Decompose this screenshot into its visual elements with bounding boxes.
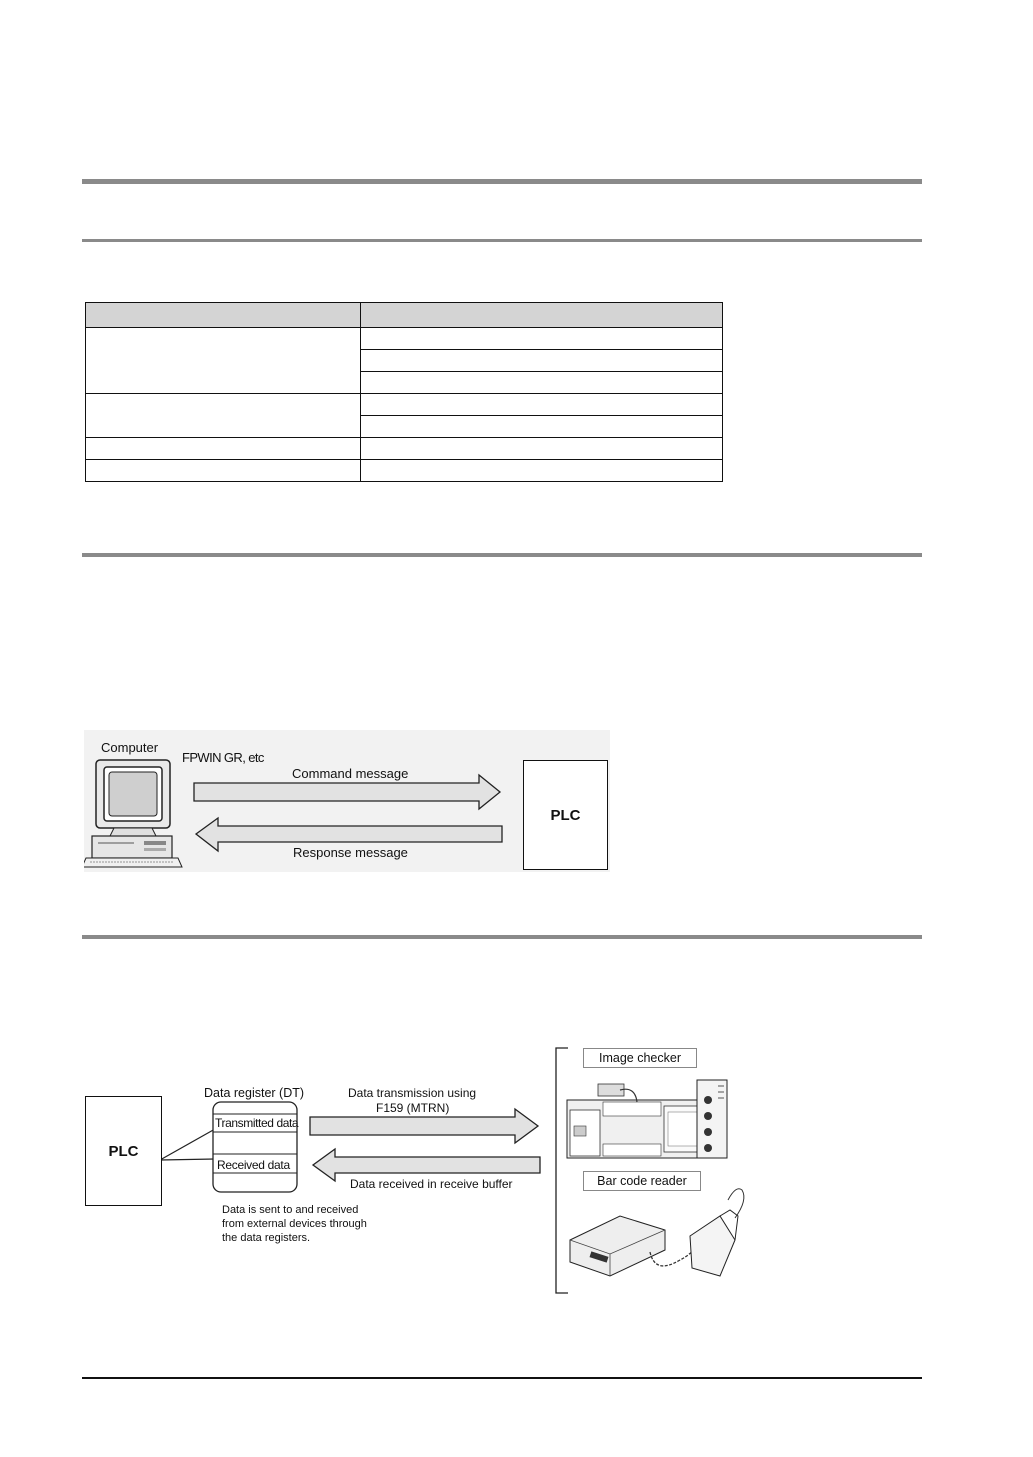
command-message-label: Command message xyxy=(292,766,409,781)
transmission-label-line1: Data transmission using xyxy=(348,1086,477,1100)
serial-communication-diagram xyxy=(80,1040,750,1300)
table-cell xyxy=(361,372,723,394)
image-checker-label: Image checker xyxy=(583,1048,697,1068)
table-header-row xyxy=(86,303,723,328)
device-bracket xyxy=(556,1048,568,1293)
spec-table xyxy=(85,302,723,482)
bar-code-reader-label: Bar code reader xyxy=(583,1171,701,1191)
table-row xyxy=(86,328,723,350)
table-cell xyxy=(361,328,723,350)
table-header-cell xyxy=(361,303,723,328)
section-rule-3 xyxy=(82,553,922,557)
data-register-title: Data register (DT) xyxy=(204,1086,305,1100)
command-arrow-icon xyxy=(194,775,500,809)
bar-code-reader-icon xyxy=(570,1189,744,1276)
table-row xyxy=(86,460,723,482)
plc-box: PLC xyxy=(523,760,608,870)
table-row xyxy=(86,438,723,460)
table-row xyxy=(86,394,723,416)
software-label: FPWIN GR, etc xyxy=(182,750,264,765)
table-cell xyxy=(361,416,723,438)
note-line1: Data is sent to and received xyxy=(222,1204,359,1216)
note-line3: the data registers. xyxy=(222,1232,311,1244)
image-checker-icon xyxy=(567,1080,727,1158)
response-message-label: Response message xyxy=(293,845,408,860)
plc-box: PLC xyxy=(85,1096,162,1206)
table-cell xyxy=(361,394,723,416)
table-header-cell xyxy=(86,303,361,328)
table-cell xyxy=(361,350,723,372)
section-rule-top xyxy=(82,179,922,184)
computer-label: Computer xyxy=(101,740,159,755)
transmitted-data-label: Transmitted data xyxy=(215,1116,299,1130)
table-cell xyxy=(361,460,723,482)
table-cell xyxy=(86,394,361,438)
received-data-label: Received data xyxy=(217,1158,290,1172)
table-cell xyxy=(86,328,361,394)
note-line2: from external devices through xyxy=(222,1218,367,1230)
transmission-label-line2: F159 (MTRN) xyxy=(376,1101,450,1115)
section-rule-4 xyxy=(82,935,922,939)
diagram2-graphics xyxy=(80,1040,750,1300)
computer-link-diagram xyxy=(84,730,610,872)
receive-buffer-label: Data received in receive buffer xyxy=(350,1177,513,1191)
table-cell xyxy=(86,460,361,482)
section-rule-2 xyxy=(82,239,922,242)
table-cell xyxy=(86,438,361,460)
response-arrow-icon xyxy=(196,818,502,851)
computer-icon xyxy=(84,760,182,867)
table-cell xyxy=(361,438,723,460)
page-footer-rule xyxy=(82,1377,922,1379)
